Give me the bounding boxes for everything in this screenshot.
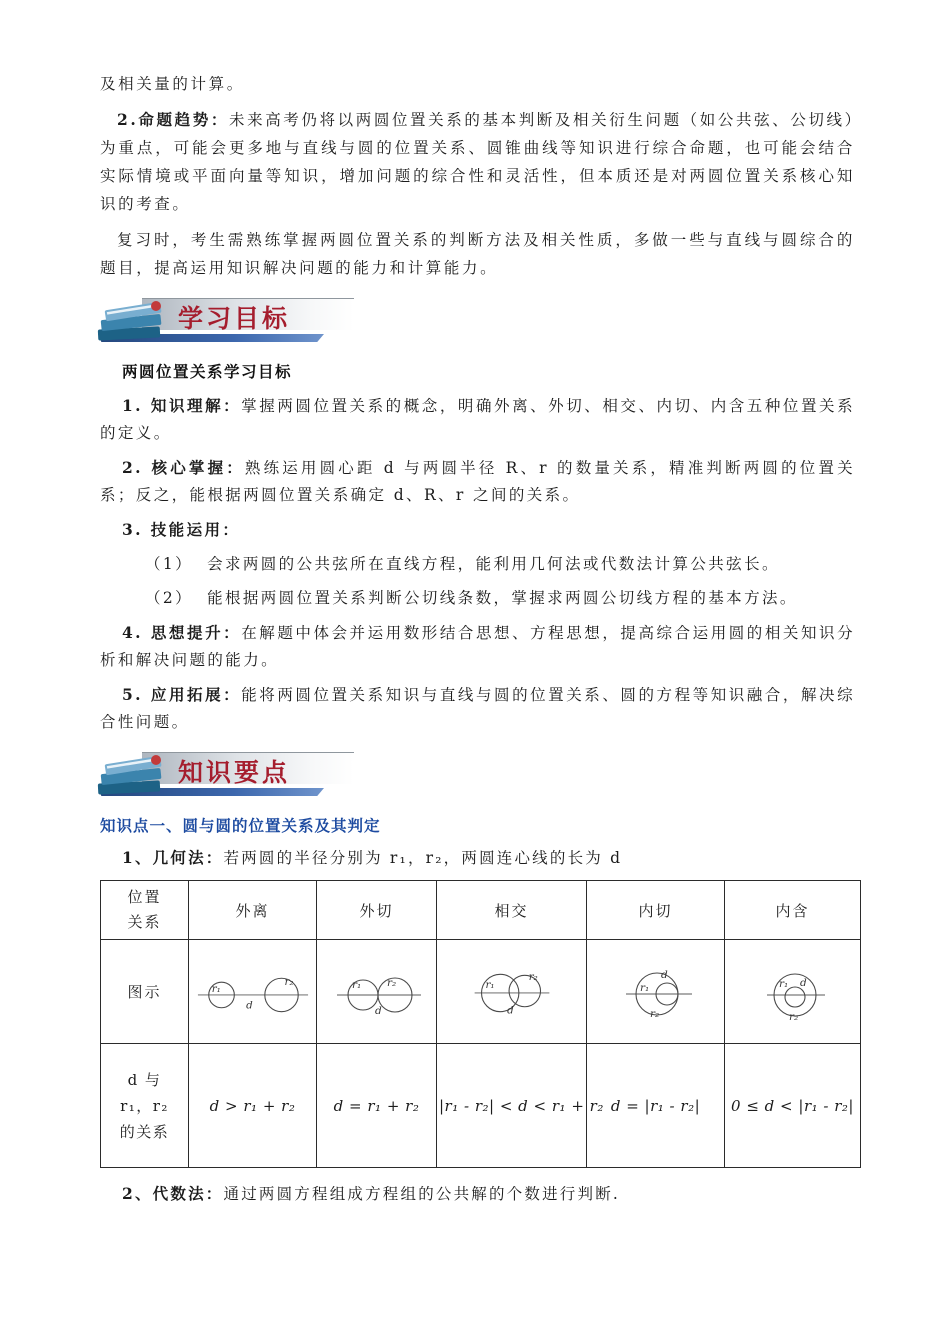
objective-5-label: 5. 应用拓展： xyxy=(122,685,242,704)
svg-text:r₂: r₂ xyxy=(386,976,396,989)
goals-heading: 两圆位置关系学习目标 xyxy=(122,363,293,381)
table-header-row xyxy=(101,881,861,940)
books-icon xyxy=(96,751,174,799)
relation-formula-external-tangent: d = r₁ + r₂ xyxy=(317,1044,437,1168)
review-paragraph: 复习时，考生需熟练掌握两圆位置关系的判断方法及相关性质，多做一些与直线与圆综合的题目，提高运用知识解决问题的能力和计算能力。 xyxy=(100,231,855,277)
svg-text:d: d xyxy=(799,976,807,989)
objective-item-1 xyxy=(100,392,855,447)
table-corner-header: 位置关系 xyxy=(101,881,189,940)
relation-formula-intersect: |r₁ - r₂| < d < r₁ + r₂ xyxy=(437,1044,587,1168)
svg-text:r₁: r₁ xyxy=(484,978,495,991)
objective-4-text: 在解题中体会并运用数形结合思想、方程思想，提高综合运用圆的相关知识分析和解决问题的能力。 xyxy=(100,624,855,669)
knowledge-banner xyxy=(96,750,356,802)
column-header-external-tangent: 外切 xyxy=(317,881,437,940)
diagram-cell-contained xyxy=(725,940,861,1044)
goals-banner-title: 学习目标 xyxy=(178,304,291,333)
carryover-paragraph: 及相关量的计算。 xyxy=(100,75,245,93)
column-header-contained: 内含 xyxy=(725,881,861,940)
sub-objective-2-label: （2） xyxy=(145,589,194,607)
objective-item-5 xyxy=(100,681,855,736)
sub-objective-1-text: 会求两圆的公共弦所在直线方程，能利用几何法或代数法计算公共弦长。 xyxy=(207,555,780,573)
svg-text:d: d xyxy=(660,968,668,981)
diagram-row-label: 图示 xyxy=(101,940,189,1044)
svg-text:d: d xyxy=(245,999,253,1012)
objective-1-text: 掌握两圆位置关系的概念，明确外离、外切、相交、内切、内含五种位置关系的定义。 xyxy=(100,397,855,442)
diagram-cell-internal-tangent xyxy=(587,940,725,1044)
diagram-cell-intersect xyxy=(437,940,587,1044)
relation-row-label: d 与 r₁，r₂ 的关系 xyxy=(101,1044,189,1168)
sub-objective-1-label: （1） xyxy=(145,555,194,573)
svg-text:d: d xyxy=(506,1004,514,1017)
circles-internal-tangent-diagram xyxy=(600,961,712,1023)
column-header-separate: 外离 xyxy=(189,881,317,940)
knowledge-banner-title: 知识要点 xyxy=(178,758,291,787)
diagram-cell-external-tangent xyxy=(317,940,437,1044)
relation-formula-separate: d > r₁ + r₂ xyxy=(189,1044,317,1168)
svg-text:r₁: r₁ xyxy=(639,981,649,994)
algebraic-method-label: 2、代数法： xyxy=(122,1184,224,1203)
books-icon xyxy=(96,297,174,345)
svg-text:r₂: r₂ xyxy=(788,1010,798,1023)
objective-5-text: 能将两圆位置关系知识与直线与圆的位置关系、圆的方程等知识融合，解决综合性问题。 xyxy=(100,686,855,731)
circles-separate-diagram xyxy=(194,961,312,1023)
objective-2-label: 2. 核心掌握： xyxy=(122,458,245,477)
algebraic-method-text: 通过两圆方程组成方程组的公共解的个数进行判断. xyxy=(223,1185,621,1203)
svg-text:r₁: r₁ xyxy=(351,978,361,991)
table-relation-row xyxy=(101,1044,861,1168)
goals-banner xyxy=(96,296,356,348)
objective-4-label: 4. 思想提升： xyxy=(122,623,242,642)
trend-label: 2.命题趋势： xyxy=(117,110,229,129)
objective-1-label: 1. 知识理解： xyxy=(122,396,242,415)
relation-table xyxy=(100,880,861,1168)
column-header-internal-tangent: 内切 xyxy=(587,881,725,940)
relation-formula-internal-tangent: d = |r₁ - r₂| xyxy=(587,1044,725,1168)
objective-2-text: 熟练运用圆心距 d 与两圆半径 R、r 的数量关系，精准判断两圆的位置关系；反之，能根据两圆位置关系确定 d、R、r 之间的关系。 xyxy=(100,459,855,504)
column-header-intersect: 相交 xyxy=(437,881,587,940)
circles-intersect-diagram xyxy=(453,961,571,1023)
circles-external-tangent-diagram xyxy=(321,961,433,1023)
objective-item-2 xyxy=(100,454,855,509)
svg-text:r₂: r₂ xyxy=(649,1007,659,1020)
circles-contained-diagram xyxy=(737,961,849,1023)
trend-text: 未来高考仍将以两圆位置关系的基本判断及相关衍生问题（如公共弦、公切线）为重点，可能会更多地与直线与圆的位置关系、圆锥曲线等知识进行综合命题，也可能会结合实际情境或平面向量等知识，增加问题的综合性和灵活性，但本质还是对两圆位置关系核心知识的考查。 xyxy=(100,111,855,213)
table-diagram-row xyxy=(101,940,861,1044)
sub-objective-2 xyxy=(100,585,855,612)
sub-objective-2-text: 能根据两圆位置关系判断公切线条数，掌握求两圆公切线方程的基本方法。 xyxy=(207,589,798,607)
svg-text:r₂: r₂ xyxy=(528,970,538,983)
knowledge-point-heading: 知识点一、圆与圆的位置关系及其判定 xyxy=(100,817,381,835)
geometric-method-label: 1、几何法： xyxy=(122,848,224,867)
trend-paragraph xyxy=(100,106,855,218)
svg-text:r₁: r₁ xyxy=(778,977,788,990)
objective-item-3 xyxy=(100,516,855,544)
svg-text:r₁: r₁ xyxy=(211,982,221,995)
sub-objective-1 xyxy=(100,551,855,578)
relation-formula-contained: 0 ≤ d < |r₁ - r₂| xyxy=(725,1044,861,1168)
geometric-method-line xyxy=(100,844,855,872)
svg-text:d: d xyxy=(374,1004,382,1017)
diagram-cell-separate xyxy=(189,940,317,1044)
objective-item-4 xyxy=(100,619,855,674)
objective-3-label: 3. 技能运用： xyxy=(122,520,241,539)
svg-text:r₂: r₂ xyxy=(283,975,294,988)
geometric-method-text: 若两圆的半径分别为 r₁，r₂，两圆连心线的长为 d xyxy=(223,849,623,867)
algebraic-method-line xyxy=(100,1180,855,1208)
